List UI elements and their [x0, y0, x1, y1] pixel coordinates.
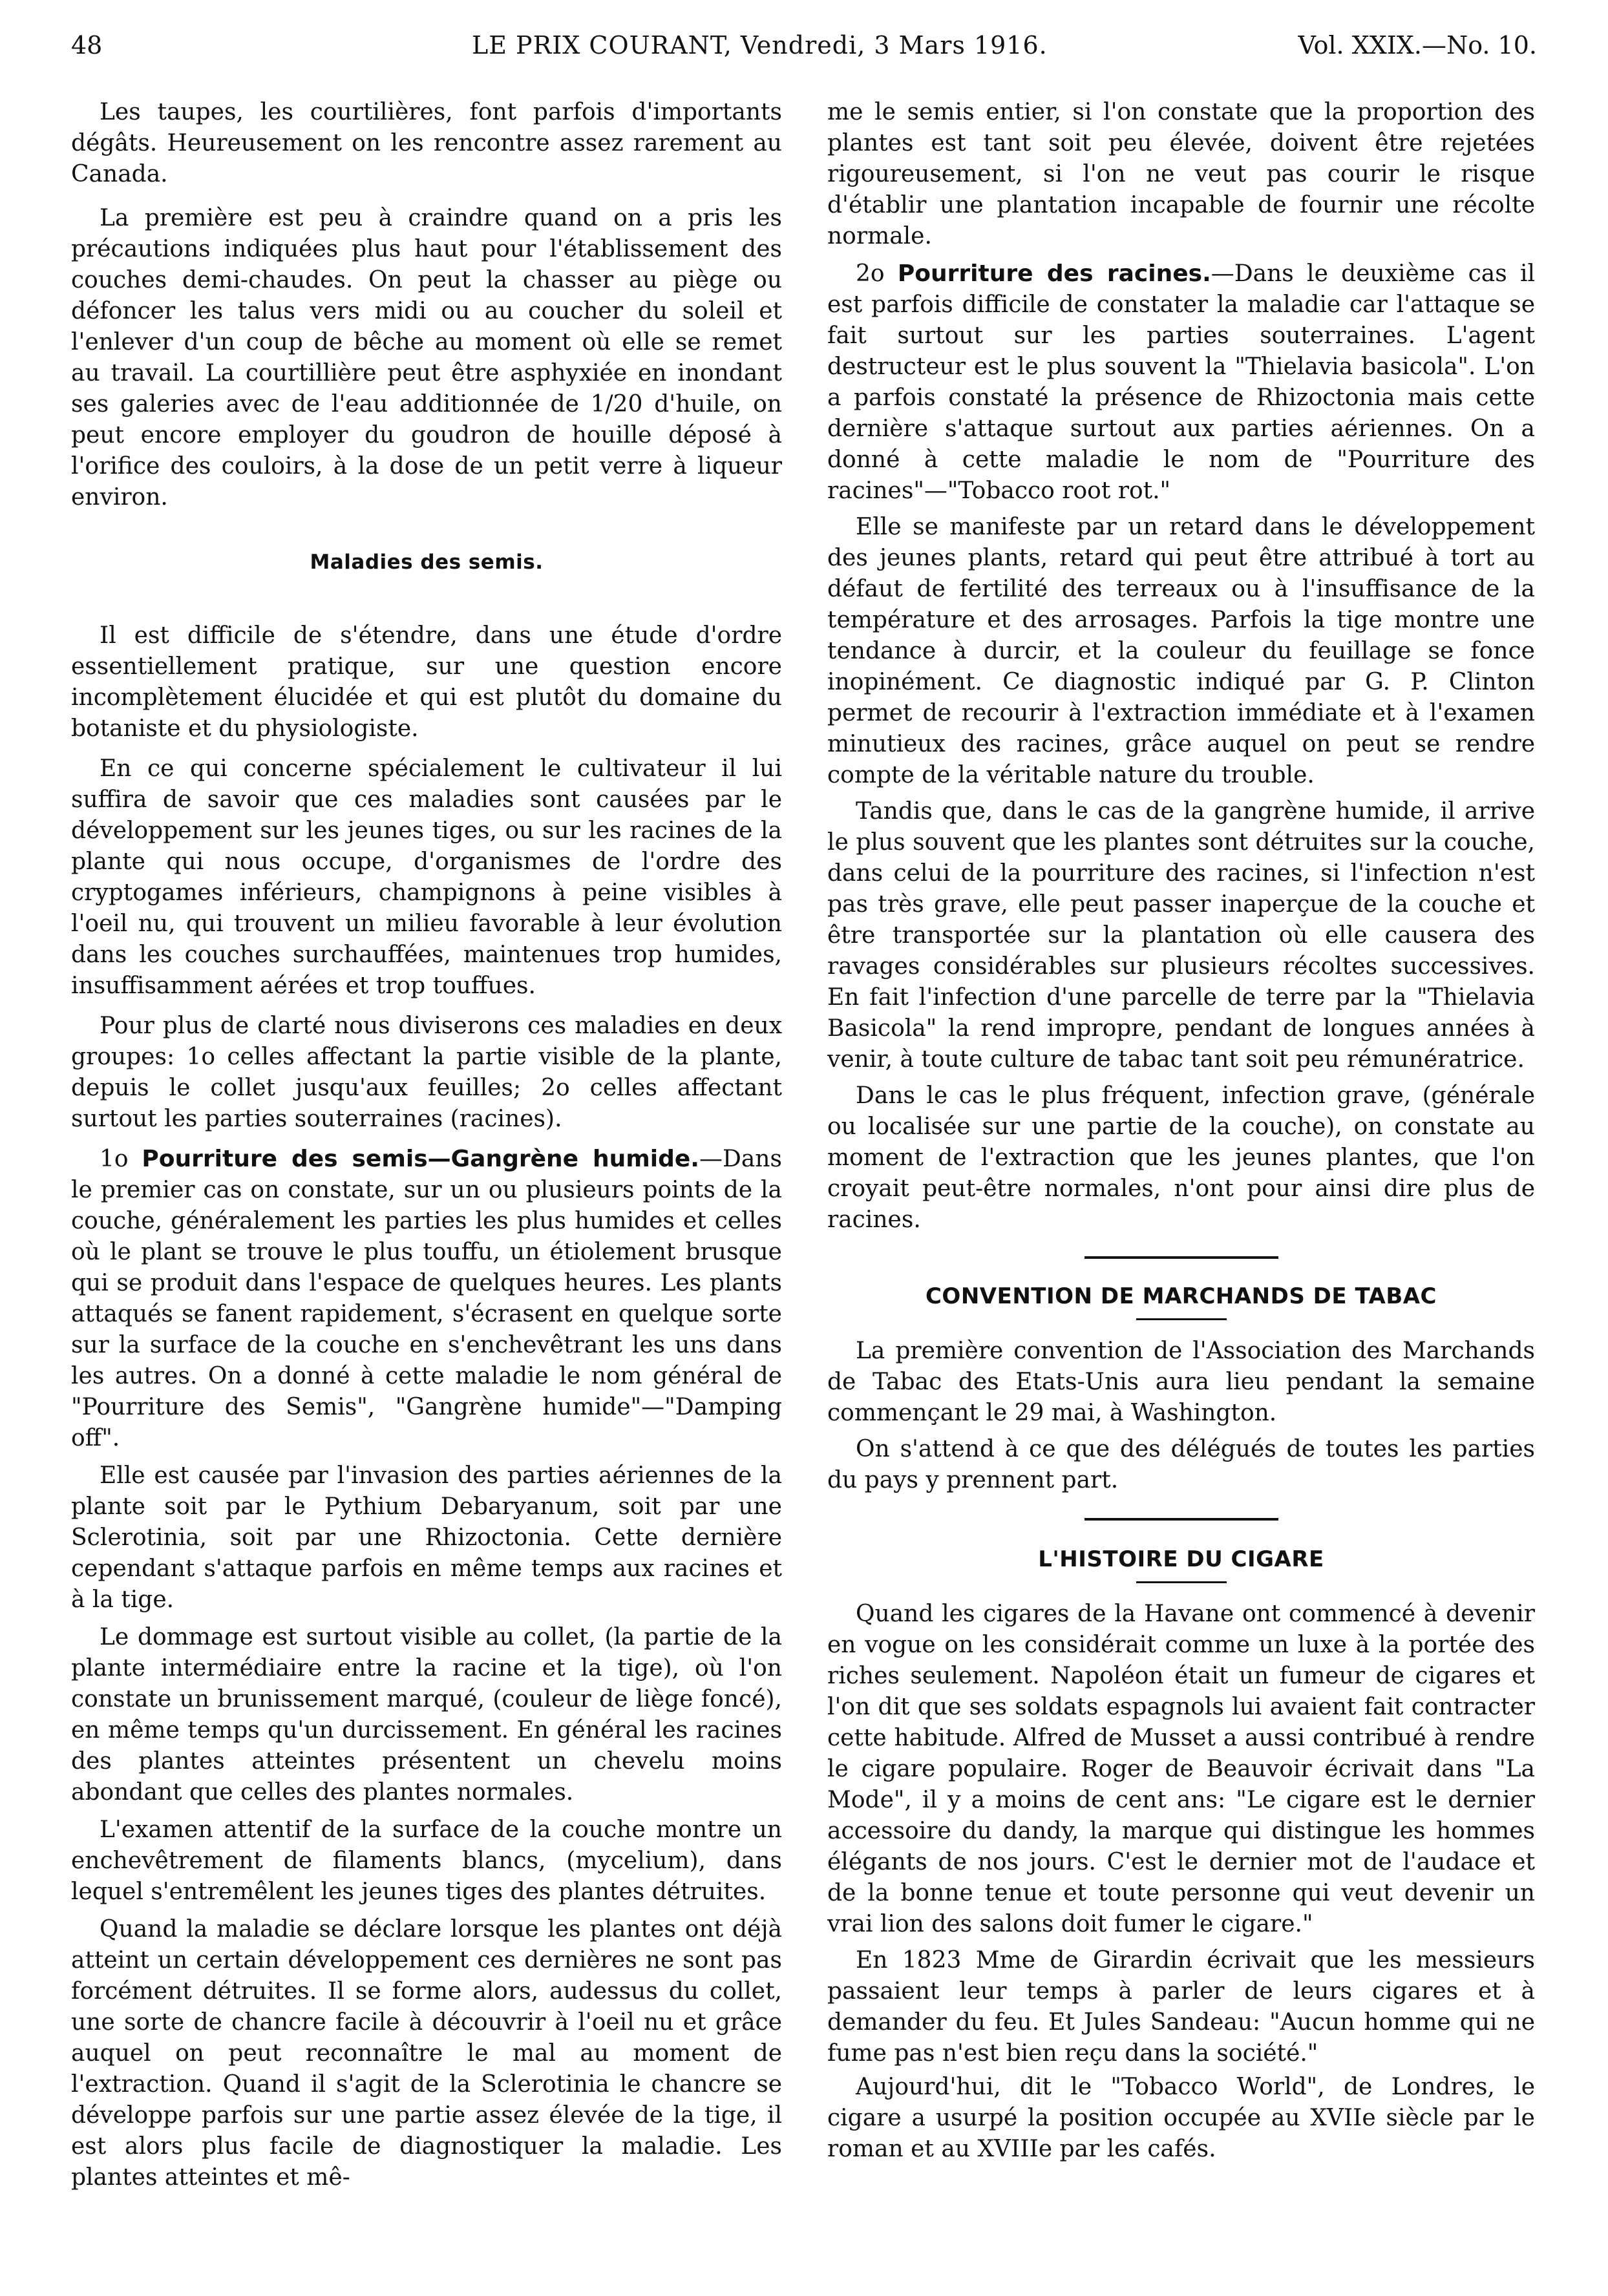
subheading-pourriture-semis: Pourriture des semis—Gangrène humide.	[142, 1146, 699, 1172]
paragraph-deux-groupes: Pour plus de clarté nous diviserons ces maladies en deux groupes: 1o celles affectant la partie visible de la plante, depuis le collet jusqu'aux feuilles; 2o celles affectant surtout les parties souterraines (racines).	[71, 1013, 782, 1132]
running-header	[71, 31, 1537, 70]
paragraph-convention: La première convention de l'Association des Marchands de Tabac des Etats-Unis aura lieu pendant la semaine commençant le 29 mai, à Washington.	[827, 1338, 1535, 1426]
paragraph-invasion: Elle est causée par l'invasion des parties aériennes de la plante soit par le Pythium Debaryanum, soit par une Sclerotinia, soit par une Rhizoctonia. Cette dernière cependant s'attaque parfois en même temps aux racines et à la tige.	[71, 1462, 782, 1613]
paragraph-cas-frequent: Dans le cas le plus fréquent, infection grave, (générale ou localisée sur une partie de la couche), on constate au moment de l'extraction que les jeunes plantes, que l'on croyait peut-être normales, n'ont pour ainsi dire plus de racines.	[827, 1082, 1535, 1233]
paragraph-tandis-que: Tandis que, dans le cas de la gangrène humide, il arrive le plus souvent que les plantes sont détruites sur la couche, dans celui de la pourriture des racines, si l'infection n'est pas très grave, elle peut passer inaperçue de la couche et être transportée sur la plantation où elle causera des ravages considérables sur plusieurs récoltes successives. En fait l'infection d'une parcelle de terre par la "Thielavia Basicola" la rend impropre, pendant de longues années à venir, à toute culture de tabac tant soit peu rémunératrice.	[827, 798, 1535, 1073]
racines-text: —Dans le deuxième cas il est parfois difficile de constater la maladie car l'attaque se fait surtout sur les parties souterraines. L'agent destructeur est le plus souvent la "Thielavia basicola". L'on a parfois constaté la présence de Rhizoctonia mais cette dernière s'attaque surtout aux parties aériennes. On a donné à cette maladie le nom de "Pourriture des racines"—"Tobacco root rot."	[827, 260, 1535, 504]
item-number: 1o	[100, 1146, 142, 1172]
section-heading-maladies-semis: Maladies des semis.	[310, 551, 544, 574]
item-number: 2o	[856, 260, 898, 287]
paragraph-tobacco-world: Aujourd'hui, dit le "Tobacco World", de Londres, le cigare a usurpé la position occupée au XVIIe siècle par le roman et au XVIIIe par les cafés.	[827, 2074, 1535, 2162]
paragraph-courtiliere: La première est peu à craindre quand on a pris les précautions indiquées plus haut pour l'établissement des couches demi-chaudes. On peut la chasser au piège ou défoncer les talus vers midi ou au coucher du soleil et l'enlever d'un coup de bêche au moment où elle se remet au travail. La courtillière peut être asphyxiée en inondant ses galeries avec de l'eau additionnée de 1/20 d'huile, on peut encore employer du goudron de houille déposé à l'orifice des couloirs, à la dose de un petit verre à liqueur environ.	[71, 205, 782, 511]
paragraph-delegues: On s'attend à ce que des délégués de toutes les parties du pays y prennent part.	[827, 1436, 1535, 1493]
paragraph-taupes: Les taupes, les courtilières, font parfois d'importants dégâts. Heureusement on les rencontre assez rarement au Canada.	[71, 99, 782, 187]
subheading-pourriture-racines: Pourriture des racines.	[897, 260, 1211, 287]
paragraph-intro-maladies: Il est difficile de s'étendre, dans une étude d'ordre essentiellement pratique, sur une question encore incomplètement élucidée et qui est plutôt du domaine du botaniste et du physiologiste.	[71, 622, 782, 742]
volume-number: Vol. XXIX.—No. 10.	[1298, 31, 1537, 59]
section-heading-histoire-cigare: L'HISTOIRE DU CIGARE	[1038, 1546, 1324, 1572]
paragraph-retard-developpement: Elle se manifeste par un retard dans le développement des jeunes plants, retard qui peut être attribué à tort au défaut de fertilité des terreaux ou à l'insuffisance de la température et des arrosages. Parfois la tige montre une tendance à durcir, et la couleur du feuillage se fonce inopinément. Ce diagnostic indiqué par G. P. Clinton permet de recourir à l'extraction immédiate et à l'examen minutieux des racines, grâce auquel on peut se rendre compte de la véritable nature du trouble.	[827, 514, 1535, 788]
paragraph-pourriture-racines	[827, 258, 1535, 507]
left-column	[71, 97, 782, 2193]
paragraph-examen-surface: L'examen attentif de la surface de la couche montre un enchevêtrement de filaments blancs, (mycelium), dans lequel s'entremêlent les jeunes tiges des plantes détruites.	[71, 1817, 782, 1905]
right-column	[827, 97, 1535, 2165]
gangrene-text: —Dans le premier cas on constate, sur un ou plusieurs points de la couche, généralement les parties les plus humides et celles où le plant se trouve le plus touffu, un étiolement brusque qui se produit dans l'espace de quelques heures. Les plants attaqués se fanent rapidement, s'écrasent en quelque sorte sur la surface de la couche en s'enchevêtrant les uns dans les autres. On a donné à cette maladie le nom général de "Pourriture des Semis", "Gangrène humide"—"Damping off".	[71, 1146, 782, 1451]
section-heading-convention: CONVENTION DE MARCHANDS DE TABAC	[925, 1283, 1437, 1309]
paragraph-dommage-collet: Le dommage est surtout visible au collet, (la partie de la plante intermédiaire entre la racine et la tige), où l'on constate un brunissement marqué, (couleur de liège foncé), en même temps qu'un durcissement. En général les racines des plantes atteintes présentent un chevelu moins abondant que celles des plantes normales.	[71, 1624, 782, 1806]
paragraph-havane: Quand les cigares de la Havane ont commencé à devenir en vogue on les considérait comme un luxe à la portée des riches seulement. Napoléon était un fumeur de cigares et l'on dit que ses soldats espagnols lui avaient fait contracter cette habitude. Alfred de Musset a aussi contribué à rendre le cigare populaire. Roger de Beauvoir écrivait dans "La Mode", il y a moins de cent ans: "Le cigare est le dernier accessoire du dandy, la marque qui distingue les hommes élégants de nos jours. C'est le dernier mot de l'audace et de la bonne tenue et toute personne qui veut devenir un vrai lion des salons doit fumer le cigare."	[827, 1601, 1535, 1937]
publication-title: LE PRIX COURANT, Vendredi, 3 Mars 1916.	[472, 31, 1048, 59]
paragraph-cultivateur: En ce qui concerne spécialement le cultivateur il lui suffira de savoir que ces maladies sont causées par le développement sur les jeunes tiges, ou sur les racines de la plante qui nous occupe, d'organismes de l'ordre des cryptogames inférieurs, champignons à peine visibles à l'oeil nu, qui trouvent un milieu favorable à leur évolution dans les couches surchauffées, maintenues trop humides, insuffisamment aérées et trop touffues.	[71, 755, 782, 999]
page-number: 48	[71, 31, 103, 59]
paragraph-semis-entier: me le semis entier, si l'on constate que la proportion des plantes est tant soit peu élevée, doivent être rejetées rigoureusement, si l'on ne veut pas courir le risque d'établir une plantation incapable de fournir une récolte normale.	[827, 99, 1535, 249]
paragraph-girardin: En 1823 Mme de Girardin écrivait que les messieurs passaient leur temps à parler de leurs cigares et à demander du feu. Et Jules Sandeau: "Aucun homme qui ne fume pas n'est bien reçu dans la société."	[827, 1947, 1535, 2067]
paragraph-gangrene-humide	[71, 1144, 782, 1454]
paragraph-chancre: Quand la maladie se déclare lorsque les plantes ont déjà atteint un certain développement ces dernières ne sont pas forcément détruites. Il se forme alors, audessus du collet, une sorte de chancre facile à découvrir à l'oeil nu et grâce auquel on peut reconnaître le mal au moment de l'extraction. Quand il s'agit de la Sclerotinia le chancre se développe parfois sur une partie assez élevée de la tige, il est alors plus facile de diagnostiquer la maladie. Les plantes atteintes et mê-	[71, 1916, 782, 2191]
